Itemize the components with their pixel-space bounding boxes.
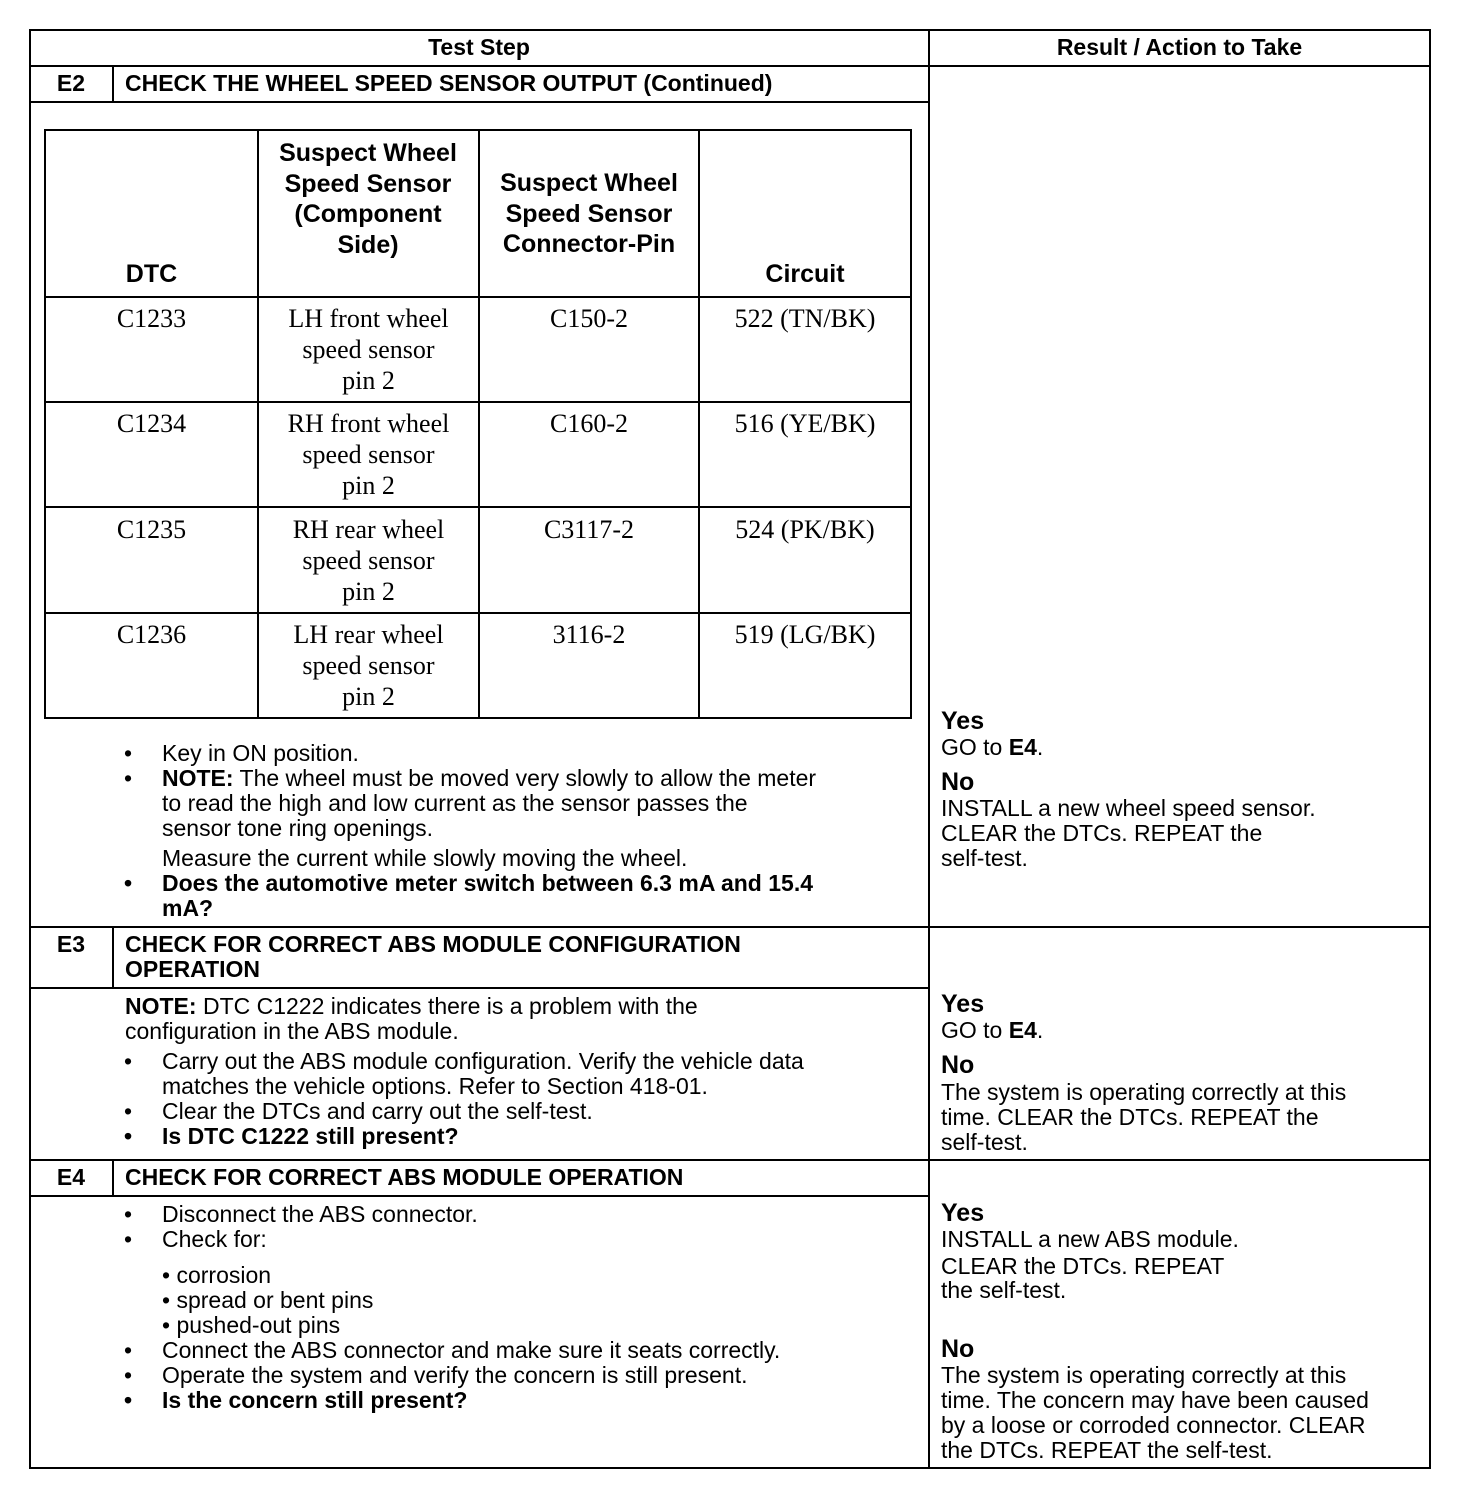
divider	[112, 927, 114, 988]
cell-sensor: pin 2	[342, 366, 395, 395]
bullet-icon: •	[124, 740, 133, 766]
step-text: Is DTC C1222 still present?	[162, 1123, 459, 1149]
divider	[29, 987, 929, 989]
step-text: sensor tone ring openings.	[162, 815, 434, 841]
cell-sensor: pin 2	[342, 577, 395, 606]
yes-action	[941, 735, 1043, 760]
cell-dtc: C1233	[116, 304, 187, 333]
step-bullet	[124, 1362, 748, 1388]
no-label: No	[941, 1335, 975, 1363]
sub-item	[162, 1288, 373, 1313]
cell-connector-pin: C3117-2	[543, 515, 635, 544]
note	[125, 994, 698, 1019]
step-question	[124, 870, 814, 896]
no-label: No	[941, 1051, 975, 1079]
cell-sensor: speed sensor	[302, 651, 435, 680]
action-text: GO to	[941, 1017, 1009, 1043]
step-text: matches the vehicle options. Refer to Section 418-01.	[162, 1073, 708, 1099]
step-text: Is the concern still present?	[162, 1387, 468, 1413]
divider	[29, 29, 31, 1469]
action-text: GO to	[941, 734, 1009, 760]
divider	[29, 1195, 929, 1197]
cell-sensor: pin 2	[342, 471, 395, 500]
no-action: CLEAR the DTCs. REPEAT the	[941, 820, 1263, 846]
step-bullet	[124, 740, 359, 766]
yes-label: Yes	[941, 707, 985, 735]
step-text: Key in ON position.	[162, 740, 359, 766]
bullet-icon: •	[124, 1098, 133, 1124]
action-text: .	[1036, 734, 1044, 760]
cell-sensor: speed sensor	[302, 335, 435, 364]
yes-label: Yes	[941, 1199, 985, 1227]
divider	[910, 129, 912, 719]
step-bullet	[124, 1048, 804, 1074]
cell-sensor: LH front wheel	[288, 304, 449, 333]
no-action: The system is operating correctly at this	[941, 1362, 1347, 1388]
cell-circuit: 516 (YE/BK)	[734, 409, 876, 438]
bullet-icon: •	[124, 1387, 133, 1413]
header-test-step: Test Step	[428, 34, 530, 60]
sub-item	[162, 1313, 340, 1338]
step-bullet	[124, 1201, 478, 1227]
divider	[29, 29, 1431, 31]
cell-sensor: RH front wheel	[287, 409, 450, 438]
yes-action: the self-test.	[941, 1277, 1067, 1303]
bullet-icon: •	[124, 1337, 133, 1363]
step-code: E3	[56, 931, 86, 957]
bullet-icon: •	[162, 1312, 171, 1338]
no-action: self-test.	[941, 1129, 1028, 1155]
action-text: .	[1036, 1017, 1044, 1043]
step-text: Disconnect the ABS connector.	[162, 1201, 478, 1227]
yes-label: Yes	[941, 990, 985, 1018]
bullet-icon: •	[162, 1287, 171, 1313]
bullet-icon: •	[124, 1048, 133, 1074]
step-reference: E4	[1008, 1017, 1037, 1043]
divider	[29, 1467, 1431, 1469]
cell-sensor: LH rear wheel	[293, 620, 444, 649]
step-code: E4	[56, 1164, 86, 1190]
no-action: INSTALL a new wheel speed sensor.	[941, 795, 1316, 821]
step-text: The wheel must be moved very slowly to allow the meter	[233, 765, 817, 791]
note-label: NOTE:	[125, 993, 197, 1019]
bullet-icon: •	[124, 765, 133, 791]
step-text: Connect the ABS connector and make sure it seats correctly.	[162, 1337, 781, 1363]
cell-circuit: 524 (PK/BK)	[735, 515, 875, 544]
step-bullet	[124, 1226, 267, 1252]
step-title: CHECK THE WHEEL SPEED SENSOR OUTPUT (Continued)	[125, 70, 773, 96]
cell-sensor: speed sensor	[302, 546, 435, 575]
bullet-icon: •	[124, 1226, 133, 1252]
no-action: time. The concern may have been caused	[941, 1387, 1369, 1413]
bullet-icon: •	[124, 1362, 133, 1388]
cell-circuit: 519 (LG/BK)	[734, 620, 876, 649]
step-bullet	[124, 765, 817, 791]
step-text: Measure the current while slowly moving the wheel.	[162, 845, 688, 871]
bullet-icon: •	[124, 1123, 133, 1149]
yes-action	[941, 1018, 1043, 1043]
cell-dtc: C1236	[116, 620, 187, 649]
step-text: Check for:	[162, 1226, 267, 1252]
divider	[1429, 29, 1431, 1469]
column-header-circuit: Circuit	[765, 260, 845, 288]
yes-action: INSTALL a new ABS module.	[941, 1226, 1239, 1252]
bullet-icon: •	[162, 1262, 171, 1288]
cell-sensor: speed sensor	[302, 440, 435, 469]
step-text: mA?	[162, 895, 214, 921]
step-reference: E4	[1008, 734, 1037, 760]
step-text: to read the high and low current as the sensor passes the	[162, 790, 748, 816]
no-action: The system is operating correctly at this	[941, 1079, 1347, 1105]
divider	[29, 926, 1431, 928]
bullet-icon: •	[124, 1201, 133, 1227]
step-bullet	[124, 1337, 781, 1363]
no-action: by a loose or corroded connector. CLEAR	[941, 1412, 1366, 1438]
cell-connector-pin: C150-2	[550, 304, 628, 333]
cell-sensor: pin 2	[342, 682, 395, 711]
step-text: DTC C1222 indicates there is a problem with the	[196, 993, 698, 1019]
no-action: time. CLEAR the DTCs. REPEAT the	[941, 1104, 1319, 1130]
bullet-icon: •	[124, 870, 133, 896]
divider	[29, 1159, 1431, 1161]
step-title: CHECK FOR CORRECT ABS MODULE CONFIGURATION	[125, 931, 741, 957]
step-text: Carry out the ABS module configuration. Verify the vehicle data	[162, 1048, 804, 1074]
step-text: Clear the DTCs and carry out the self-test.	[162, 1098, 593, 1124]
yes-action: CLEAR the DTCs. REPEAT	[941, 1253, 1225, 1279]
column-header-connector-pin: Suspect Wheel Speed Sensor Connector-Pin	[500, 169, 678, 258]
divider	[928, 29, 930, 1469]
step-code: E2	[56, 70, 86, 96]
step-bullet	[124, 1098, 593, 1124]
step-text: Does the automotive meter switch between 6.3 mA and 15.4	[162, 870, 814, 896]
column-header-dtc: DTC	[125, 260, 178, 288]
step-question	[124, 1123, 459, 1149]
cell-sensor: RH rear wheel	[292, 515, 445, 544]
step-text: Operate the system and verify the concern is still present.	[162, 1362, 748, 1388]
divider	[112, 66, 114, 102]
column-header-sensor-side: Suspect Wheel Speed Sensor (Component Side)	[279, 139, 457, 259]
step-text: pushed-out pins	[176, 1312, 341, 1338]
step-question	[124, 1387, 468, 1413]
cell-connector-pin: C160-2	[550, 409, 628, 438]
no-label: No	[941, 768, 975, 796]
divider	[112, 1160, 114, 1196]
cell-connector-pin: 3116-2	[552, 620, 626, 649]
step-title: OPERATION	[125, 956, 261, 982]
note-label: NOTE:	[162, 765, 234, 791]
cell-dtc: C1234	[116, 409, 187, 438]
divider	[29, 101, 929, 103]
divider	[29, 65, 1431, 67]
step-text: configuration in the ABS module.	[125, 1018, 459, 1044]
no-action: self-test.	[941, 845, 1028, 871]
step-title: CHECK FOR CORRECT ABS MODULE OPERATION	[125, 1164, 684, 1190]
step-text: spread or bent pins	[176, 1287, 374, 1313]
header-result: Result / Action to Take	[1056, 34, 1303, 60]
no-action: the DTCs. REPEAT the self-test.	[941, 1437, 1273, 1463]
cell-dtc: C1235	[116, 515, 187, 544]
step-text: corrosion	[176, 1262, 272, 1288]
sub-item	[162, 1263, 271, 1288]
cell-circuit: 522 (TN/BK)	[734, 304, 876, 333]
